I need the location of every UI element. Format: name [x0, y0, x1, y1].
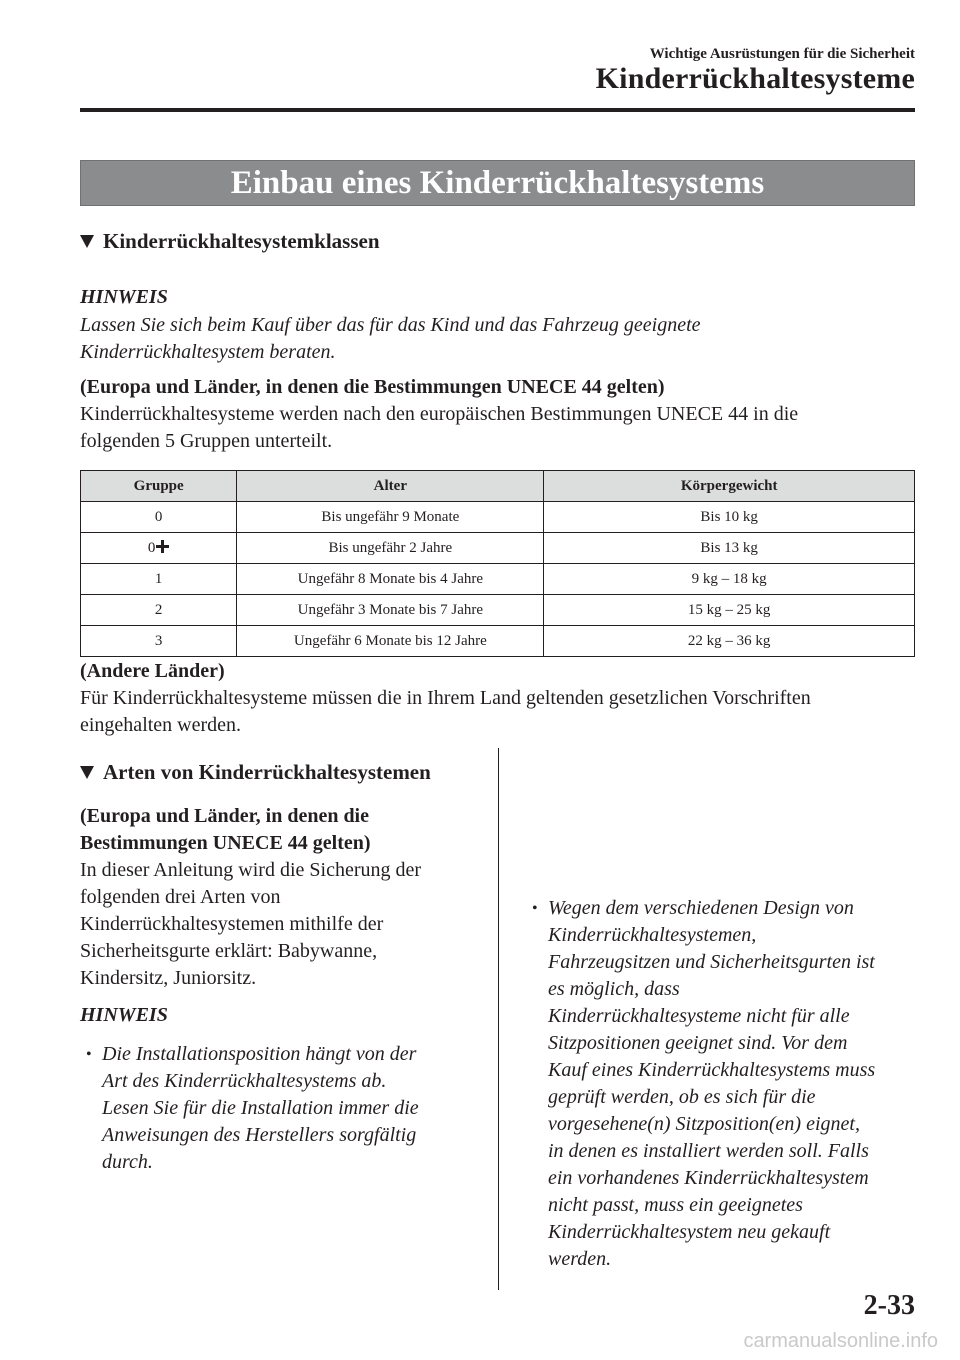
section2-europe-heading: (Europa und Länder, in denen die Bestimmungen UNECE 44 gelten): [80, 805, 371, 854]
table-cell: 1: [81, 564, 237, 595]
bullet-dot-icon: •: [86, 1046, 92, 1063]
section1-heading-text: Kinderrückhaltesystemklassen: [103, 229, 380, 253]
triangle-bullet-icon: [80, 766, 94, 779]
table-row: [81, 595, 915, 626]
table-cell: Bis ungefähr 9 Monate: [237, 502, 544, 533]
table-cell: 0: [81, 533, 237, 564]
table-cell: 9 kg – 18 kg: [544, 564, 915, 595]
section2-paragraph: In dieser Anleitung wird die Sicherung der folgenden drei Arten von Kinderrückhaltesystemen mithilfe der Sicherheitsgurte erklärt: Babywanne, Kindersitz, Juniorsitz.: [80, 859, 422, 989]
note-label: HINWEIS: [80, 286, 168, 308]
table-header-cell: Gruppe: [81, 471, 237, 502]
table-cell: Bis ungefähr 2 Jahre: [237, 533, 544, 564]
note-label: HINWEIS: [80, 1004, 168, 1026]
table-cell: 15 kg – 25 kg: [544, 595, 915, 626]
section2-heading-text: Arten von Kinderrückhaltesystemen: [103, 760, 431, 784]
section2-heading: [80, 760, 431, 785]
europe-heading: (Europa und Länder, in denen die Bestimmungen UNECE 44 gelten): [80, 376, 665, 398]
table-cell: 2: [81, 595, 237, 626]
note-bullet: • Die Installationsposition hängt von der Art des Kinderrückhaltesystems ab. Lesen Sie für die Installation immer die Anweisungen des Herstellers sorgfältig durch.: [86, 1043, 419, 1173]
note-bullet: • Wegen dem verschiedenen Design von Kinderrückhaltesystemen, Fahrzeugsitzen und Sicherheitsgurten ist es möglich, dass Kinderrückhaltesysteme nicht für alle Sitzpositionen geeignet sind. Vor dem Kauf eines Kinderrückhaltesystems muss geprüft werden, ob es sich für die vorgesehene(n) Sitzposition(en) eignet, in denen es installiert werden soll. Falls ein vorhandenes Kinderrückhaltesystem nicht passt, muss ein geeignetes Kinderrückhaltesystem neu gekauft werden.: [532, 897, 876, 1270]
group-table: [80, 470, 915, 657]
bullet-dot-icon: •: [532, 900, 538, 917]
europe-paragraph: Kinderrückhaltesysteme werden nach den europäischen Bestimmungen UNECE 44 in die folgenden 5 Gruppen unterteilt.: [80, 403, 799, 452]
table-cell: Bis 13 kg: [544, 533, 915, 564]
plus-icon: [156, 540, 169, 553]
other-countries-heading: (Andere Länder): [80, 660, 225, 682]
header-rule: [80, 108, 915, 112]
table-row: [81, 626, 915, 657]
column-divider: [498, 748, 499, 1290]
running-header-section: Wichtige Ausrüstungen für die Sicherheit: [649, 46, 915, 62]
table-cell: 3: [81, 626, 237, 657]
table-cell: Ungefähr 3 Monate bis 7 Jahre: [237, 595, 544, 626]
table-cell: Ungefähr 6 Monate bis 12 Jahre: [237, 626, 544, 657]
table-cell: 22 kg – 36 kg: [544, 626, 915, 657]
other-countries-paragraph: Für Kinderrückhaltesysteme müssen die in Ihrem Land geltenden gesetzlichen Vorschriften eingehalten werden.: [80, 687, 811, 736]
section-banner: Einbau eines Kinderrückhaltesystems: [80, 160, 915, 206]
running-header-chapter: Kinderrückhaltesysteme: [595, 62, 915, 95]
triangle-bullet-icon: [80, 235, 94, 248]
table-cell: 0: [81, 502, 237, 533]
table-row: [81, 564, 915, 595]
note-text: Lassen Sie sich beim Kauf über das für das Kind und das Fahrzeug geeignete Kinderrückhaltesystem beraten.: [80, 314, 701, 363]
section1-heading: [80, 229, 380, 254]
page-number: 2-33: [863, 1290, 915, 1321]
table-header-cell: Alter: [237, 471, 544, 502]
table-cell: Ungefähr 8 Monate bis 4 Jahre: [237, 564, 544, 595]
table-row: [81, 533, 915, 564]
table-row: [81, 502, 915, 533]
watermark: carmanualsonline.info: [743, 1330, 938, 1352]
table-cell: Bis 10 kg: [544, 502, 915, 533]
table-header-row: [81, 471, 915, 502]
table-header-cell: Körpergewicht: [544, 471, 915, 502]
